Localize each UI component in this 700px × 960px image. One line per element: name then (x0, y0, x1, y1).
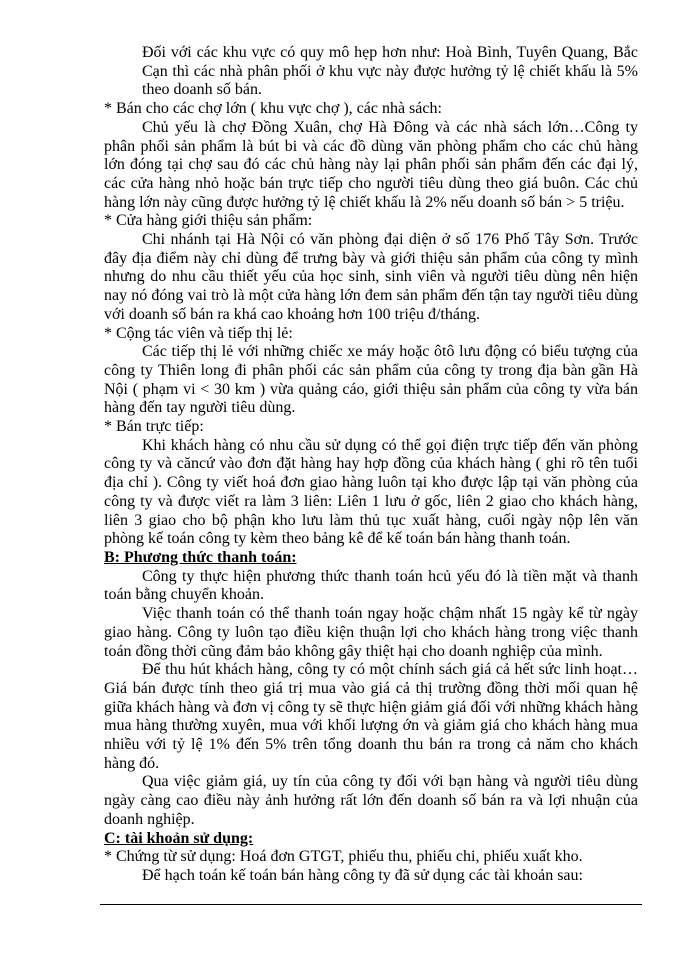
footer-rule (100, 904, 642, 905)
paragraph-direct-sales: Khi khách hàng có nhu cầu sử dụng có thể gọi điện trực tiếp đến văn phòng công ty và căncứ vào đơn đặt hàng hay hợp đồng của khách hàng ( ghi rõ tên tuổi địa chỉ ). Công ty viết hoá đơn giao hàng luôn tại kho được lập tại văn phòng của công ty và được viết ra làm 3 liên: Liên 1 lưu ở gốc, liên 2 giao cho khách hàng, liên 3 giao cho bộ phận kho lưu làm thủ tục xuất hàng, cuối ngày nộp lên văn phòng kế toán công ty kèm theo bảng kê để kế toán bán hàng thanh toán. (104, 436, 638, 548)
paragraph-markets: Chủ yếu là chợ Đồng Xuân, chợ Hà Đông và các nhà sách lớn…Công ty phân phối sản phẩm là bút bi và các đồ dùng văn phòng phẩm cho các chủ hàng lớn đóng tại chợ sau đó các chủ hàng này lại phân phối sản phẩm đến các đại lý, các cửa hàng nhỏ hoặc bán trực tiếp cho người tiêu dùng theo giá buôn. Các chủ hàng lớn này cũng được hưởng tỷ lệ chiết khấu là 2% nếu doanh số bán > 5 triệu. (104, 118, 638, 211)
paragraph-payment-1: Công ty thực hiện phương thức thanh toán hcủ yếu đó là tiền mặt và thanh toán bằng chuyển khoản. (104, 567, 638, 604)
paragraph-pricing-policy: Để thu hút khách hàng, công ty có một chính sách giá cả hết sức linh hoạt…Giá bán được tính theo giá trị mua vào giá cả thị trường đồng thời mối quan hệ giữa khách hàng và đơn vị công ty sẽ thực hiện giảm giá đối với những khách hàng mua hàng thường xuyên, mua với khối lượng ớn và giảm giá cho khách hàng mua nhiều với tỷ lệ 1% đến 5% trên tổng doanh thu bán ra trong cả năm cho khách hàng đó. (104, 661, 638, 772)
heading-accounts-used: C: tài khoản sử dụng: (104, 829, 254, 847)
paragraph-accounts-intro: Để hạch toán kế toán bán hàng công ty đã sử dụng các tài khoản sau: (142, 866, 583, 884)
document-page (104, 44, 638, 886)
paragraph-payment-2: Việc thanh toán có thể thanh toán ngay hoặc chậm nhất 15 ngày kể từ ngày giao hàng. Công ty luôn tạo điều kiện thuận lợi cho khách hàng trong việc thanh toán đồng thời cũng đảm bảo không gây thiệt hại cho doanh nghiệp của mình. (104, 605, 638, 660)
bullet-direct-sales: * Bán trực tiếp: (104, 418, 204, 436)
heading-payment-methods: B: Phương thức thanh toán: (104, 548, 297, 566)
paragraph-showroom: Chi nhánh tại Hà Nội có văn phòng đại diện ở số 176 Phố Tây Sơn. Trước đây địa điểm này chỉ dùng để trưng bày và giới thiệu sản phẩm của công ty mình nhưng do nhu cầu thiết yếu của học sinh, sinh viên và người tiêu dùng nên hiện nay nó đóng vai trò là một cửa hàng lớn đem sản phẩm đến tận tay người tiêu dùng với doanh số bán ra khá cao khoảng hơn 100 triệu đ/tháng. (104, 231, 638, 323)
bullet-markets-bookstores: * Bán cho các chợ lớn ( khu vực chợ ), các nhà sách: (104, 100, 442, 118)
bullet-showroom: * Cửa hàng giới thiệu sản phẩm: (104, 212, 313, 230)
bullet-documents-used: * Chứng từ sử dụng: Hoá đơn GTGT, phiếu thu, phiếu chi, phiếu xuất kho. (104, 848, 583, 866)
paragraph-discount-effect: Qua việc giảm giá, uy tín của công ty đối với bạn hàng và người tiêu dùng ngày càng cao điều này ảnh hưởng rất lớn đến doanh số bán ra và lợi nhuận của doanh nghiệp. (104, 773, 638, 828)
bullet-collaborators: * Cộng tác viên và tiếp thị lẻ: (104, 324, 293, 342)
paragraph-collaborators: Các tiếp thị lẻ với những chiếc xe máy hoặc ôtô lưu động có biểu tượng của công ty Thiên long đi phân phối các sản phẩm của công ty trong địa bàn gần Hà Nội ( phạm vi < 30 km ) vừa quảng cáo, giới thiệu sản phẩm của công ty vừa bán hàng đến tay người tiêu dùng. (104, 343, 638, 417)
paragraph-regional-discount: Đối với các khu vực có quy mô hẹp hơn như: Hoà Bình, Tuyên Quang, Bắc Cạn thì các nhà phân phối ở khu vực này được hưởng tỷ lệ chiết khấu là 5% theo doanh số bán. (142, 44, 638, 99)
